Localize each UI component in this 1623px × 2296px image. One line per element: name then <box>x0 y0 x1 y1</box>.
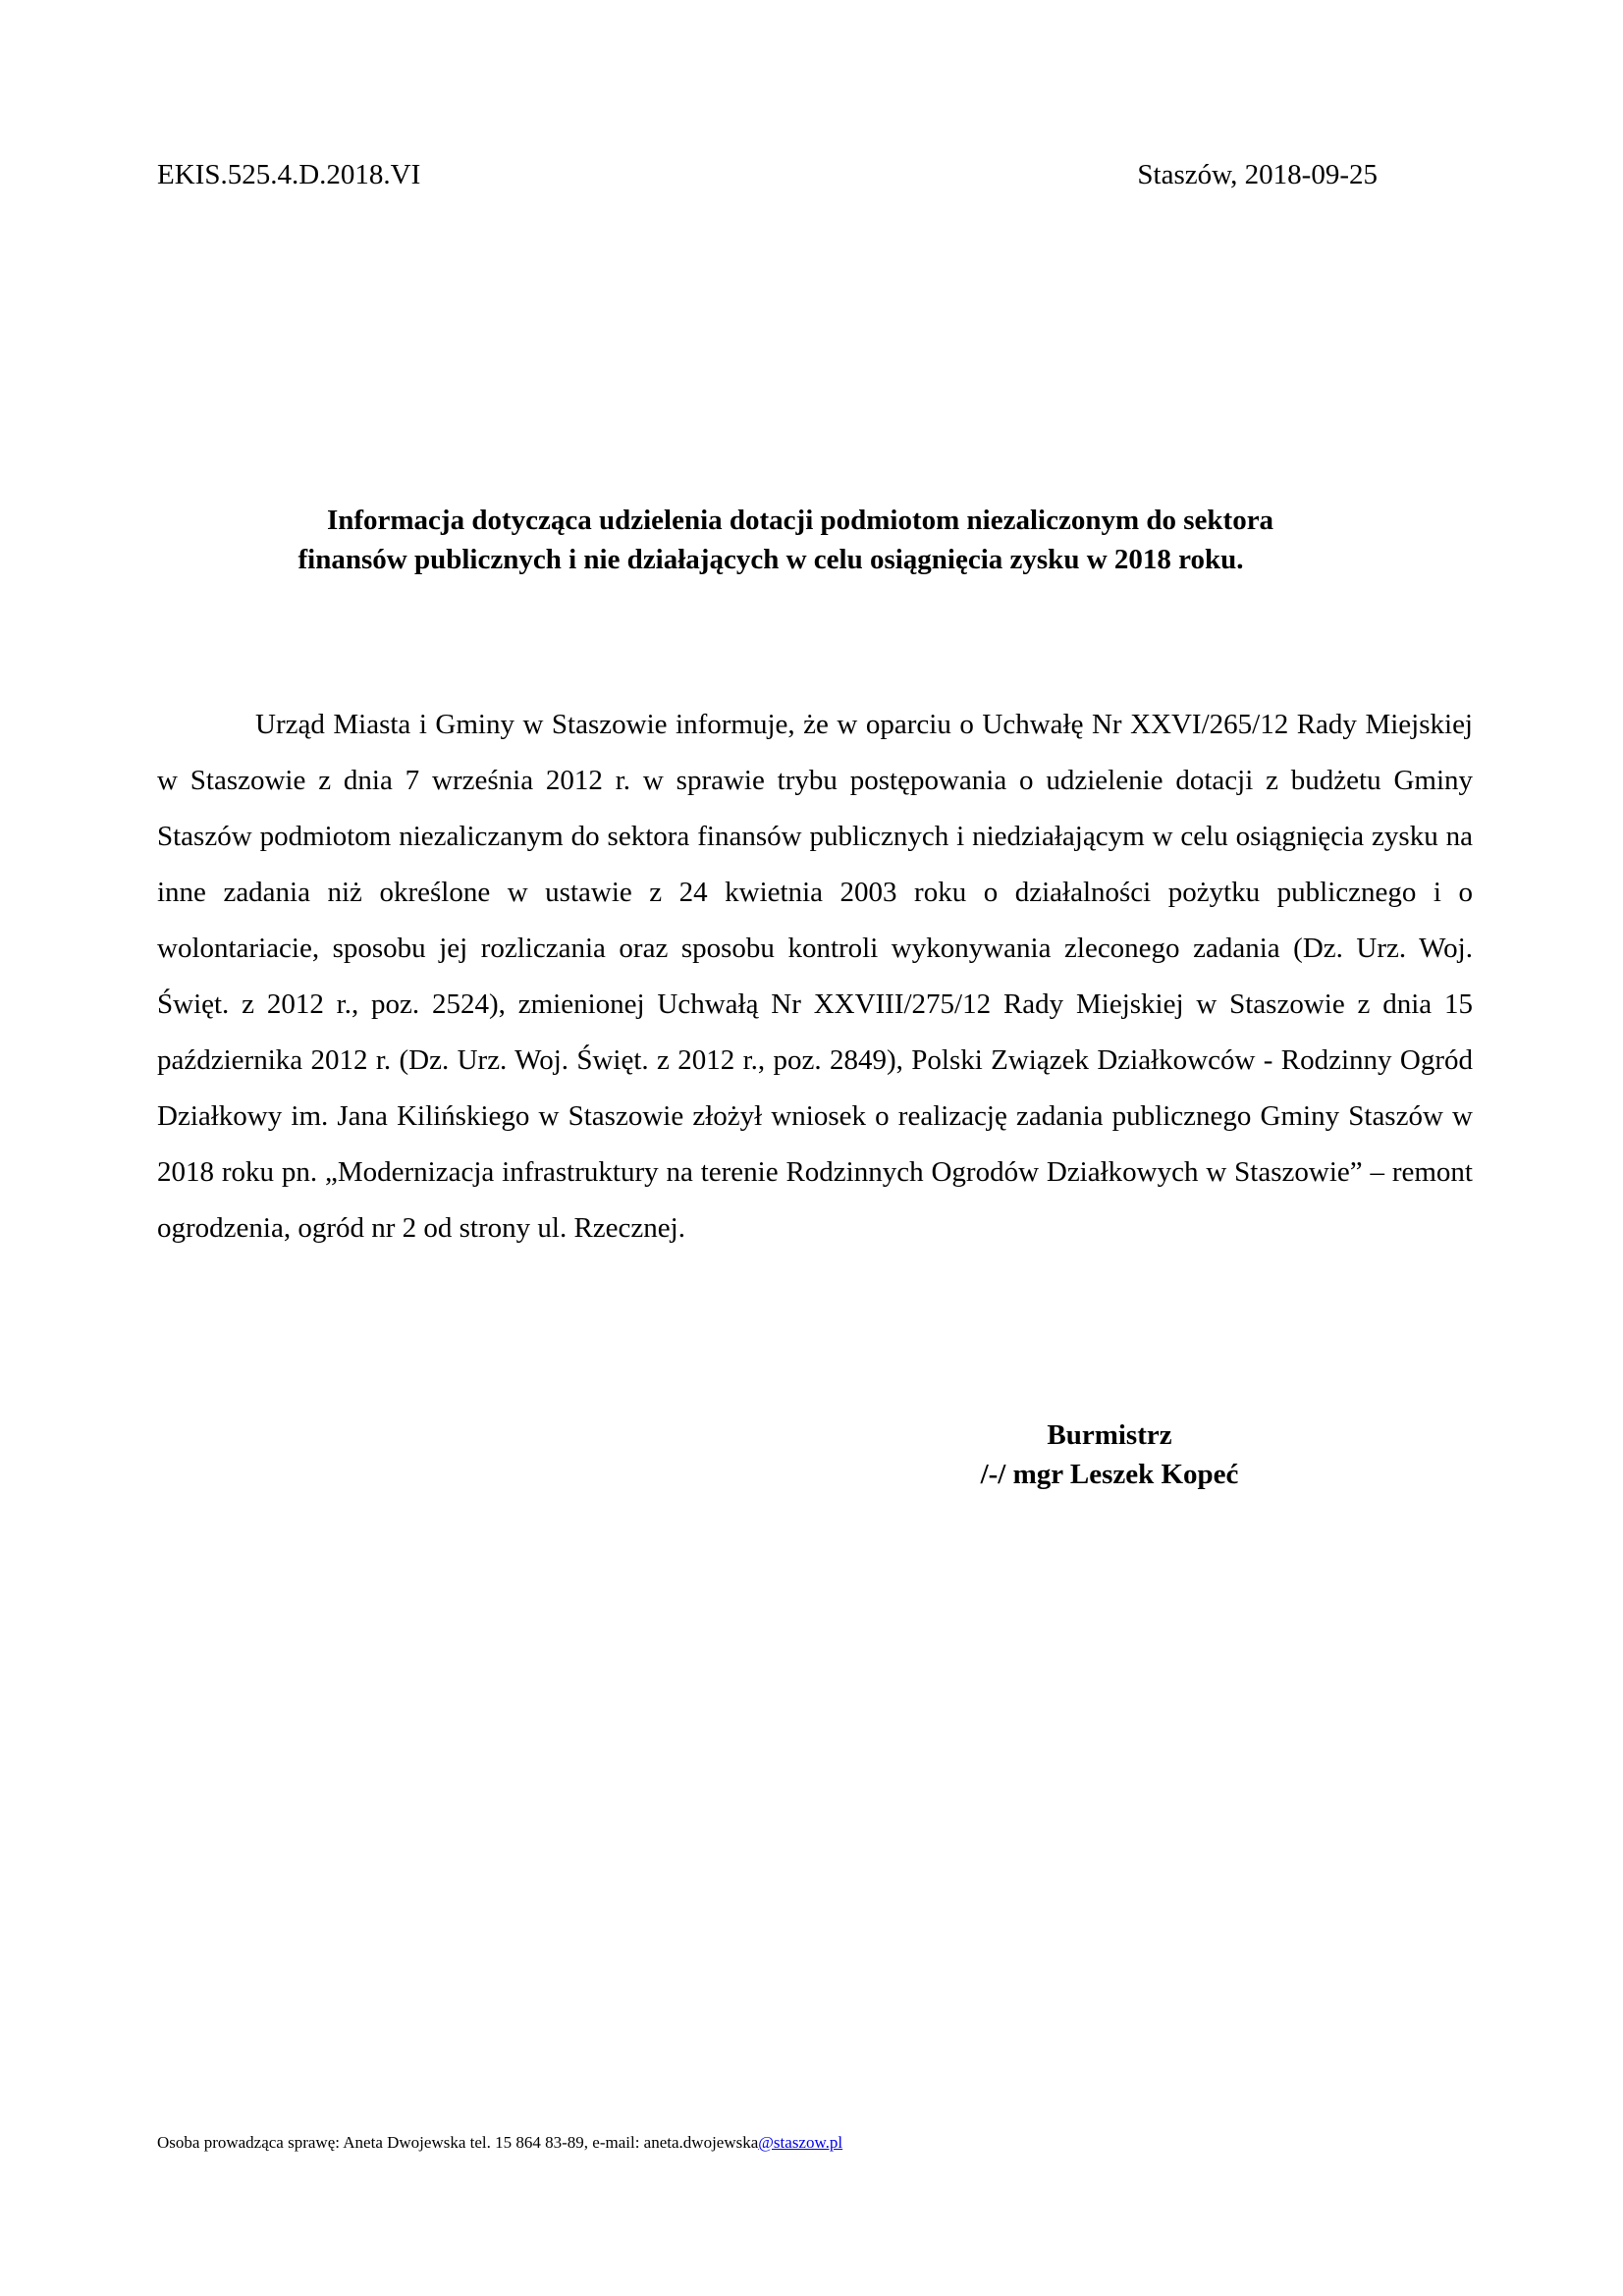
body-paragraph: Urząd Miasta i Gminy w Staszowie informuje, że w oparciu o Uchwałę Nr XXVI/265/12 Rady Miejskiej w Staszowie z dnia 7 września 2012 r. w sprawie trybu postępowania o udzielenie dotacji z budżetu Gminy Staszów podmiotom niezaliczanym do sektora finansów publicznych i niedziałającym w celu osiągnięcia zysku na inne zadania niż określone w ustawie z 24 kwietnia 2003 roku o działalności pożytku publicznego i o wolontariacie, sposobu jej rozliczania oraz sposobu kontroli wykonywania zleconego zadania (Dz. Urz. Woj. Święt. z 2012 r., poz. 2524), zmienionej Uchwałą Nr XXVIII/275/12 Rady Miejskiej w Staszowie z dnia 15 października 2012 r. (Dz. Urz. Woj. Święt. z 2012 r., poz. 2849), Polski Związek Działkowców - Rodzinny Ogród Działkowy im. Jana Kilińskiego w Staszowie złożył wniosek o realizację zadania publicznego Gminy Staszów w 2018 roku pn. „Modernizacja infrastruktury na terenie Rodzinnych Ogrodów Działkowych w Staszowie” – remont ogrodzenia, ogród nr 2 od strony ul. Rzecznej. <box>157 709 1473 1244</box>
reference-number: EKIS.525.4.D.2018.VI <box>157 159 421 190</box>
signature-name: /-/ mgr Leszek Kopeć <box>980 1459 1239 1490</box>
footer-contact <box>157 2132 842 2154</box>
signature-role: Burmistrz <box>1047 1419 1172 1451</box>
signature-block <box>884 1415 1335 1494</box>
title-line-1: Informacja dotycząca udzielenia dotacji podmiotom niezaliczonym do sektora <box>326 505 1274 536</box>
title-line-2: finansów publicznych i nie działających w celu osiągnięcia zysku w 2018 roku. <box>298 544 1244 575</box>
email-link[interactable]: @staszow.pl <box>758 2133 843 2152</box>
place-and-date: Staszów, 2018-09-25 <box>1137 159 1378 190</box>
document-title <box>157 501 1384 579</box>
footer-contact-text: Osoba prowadząca sprawę: Aneta Dwojewska tel. 15 864 83-89, e-mail: aneta.dwojewska <box>157 2133 759 2152</box>
